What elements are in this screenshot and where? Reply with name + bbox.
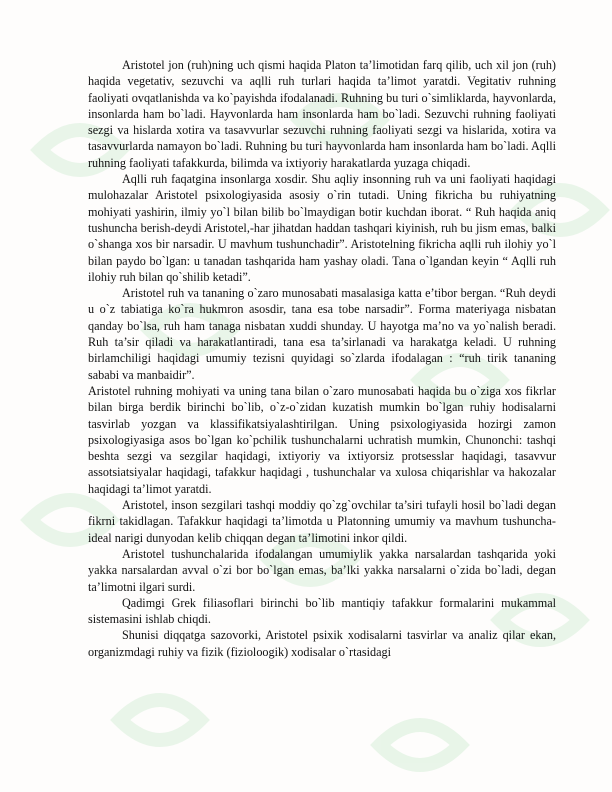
- watermark-mark: [380, 725, 460, 765]
- watermark-mark: [120, 700, 200, 740]
- paragraph-6: Aristotel tushunchalarida ifodalangan umumiylik yakka narsalardan tashqarida yoki yakka narsalardan avval o`zi bor bo`lgan emas, ba’lki yakka narsalarni o`zida bo`ladi, degan ta’limotni ilgari surdi.: [88, 546, 556, 594]
- paragraph-1: Aristotel jon (ruh)ning uch qismi haqida Platon ta’limotidan farq qilib, uch xil jon (ruh) haqida vegetativ, sezuvchi va aqlli ruh turlari haqida ta’limot yaratdi. Vegitativ ruhning faoliyati ovqatlanishda va ko`payishda ifodalanadi. Ruhning bu turi o`simliklarda, hayvonlarda, insonlarda ham bo`ladi. Hayvonlarda ham insonlarda ham bo`ladi. Sezuvchi ruhning faoliyati sezgi va hislarda xotira va tasavvurlar sezuvchi ruhning faoliyati sezgi va hislarida, xotira va tasavvurlarda namayon bo`ladi. Ruhning bu turi hayvonlarda ham insonlarda ham bo`ladi. Aqlli ruhning faoliyati tafakkurda, bilimda va ixtiyoriy harakatlarda yuzaga chiqadi.: [88, 58, 556, 170]
- paragraph-5: Aristotel, inson sezgilari tashqi moddiy qo`zg`ovchilar ta’siri tufayli hosil bo`ladi degan fikrni takidlagan. Tafakkur haqidagi ta’limotda u Platonning umumiy va mavhum tushuncha-ideal narigi dunyodan kelib chiqqan degan ta’limotini inkor qildi.: [88, 498, 556, 545]
- paragraph-7: Qadimgi Grek filiasoflari birinchi bo`lib mantiqiy tafakkur formalarini mukammal sistemasini ishlab chiqdi.: [88, 595, 556, 627]
- paragraph-2: Aqlli ruh faqatgina insonlarga xosdir. Shu aqliy insonning ruh va uni faoliyati haqidagi mulohazalar Aristotel psixologiyasida asosiy o`rin tutadi. Uning fikricha bu ruhiyatning mohiyati yashirin, ilmiy yo`l bilan bilib bo`lmaydigan botir kuchdan iborat. “ Ruh haqida aniq tushuncha berish-deydi Aristotel,-har jihatdan haddan tashqari kiyinish, ruh bu jism emas, balki o`shanga xos bir narsadir. U mavhum tushunchadir”. Aristotelning fikricha aqlli ruh ilohiy yo`l bilan paydo bo`lgan: u tanadan tashqarida ham yashay oladi. Tana o`lgandan keyin “ Aqlli ruh ilohiy ruh bilan qo`shilib ketadi”.: [88, 172, 556, 284]
- paragraph-3: Aristotel ruh va tananing o`zaro munosabati masalasiga katta e’tibor bergan. “Ruh deydi u o`z tabiatiga ko`ra hukmron asosdir, tana esa tobe narsadir”. Forma materiyaga nisbatan qanday bo`lsa, ruh ham tanaga nisbatan xuddi shunday. U hayotga ma’no va yo`nalish beradi. Ruh ta’sir qiladi va harakatlantiradi, tana esa ta’sirlanadi va harakatga keladi. U ruhning birlamchiligi haqidagi umumiy tezisni quyidagi so`zlarda ifodalagan : “ruh tirik tananing sababi va manbaidir”.: [88, 286, 556, 382]
- paragraph-4: Aristotel ruhning mohiyati va uning tana bilan o`zaro munosabati haqida bu o`ziga xos fikrlar bilan birga berdik birinchi bo`lib, o`z-o`zidan kuzatish mumkin bo`lgan ruhiy hodisalarni tasvirlab yozgan va klassifikatsiyalashtirilgan. Uning psixologiyasida hozirgi zamon psixologiyasiga asos bo`lgan ko`pchilik tushunchalarni uchratish mumkin, Chunonchi: tashqi beshta sezgi va sezgilar haqidagi, ixtiyoriy va ixtiyorsiz protsesslar haqidagi, tasavvur assotsiatsiyalar haqidagi, tafakkur haqidagi , tushunchalar va xulosa chiqarishlar va hakozalar haqidagi ta’limot yaratdi.: [88, 383, 556, 496]
- paragraph-8: Shunisi diqqatga sazovorki, Aristotel psixik xodisalarni tasvirlar va analiz qilar ekan, organizmdagi ruhiy va fizik (fizioloogik) xodisalar o`rtasidagi: [88, 628, 556, 659]
- document-page: [88, 57, 556, 660]
